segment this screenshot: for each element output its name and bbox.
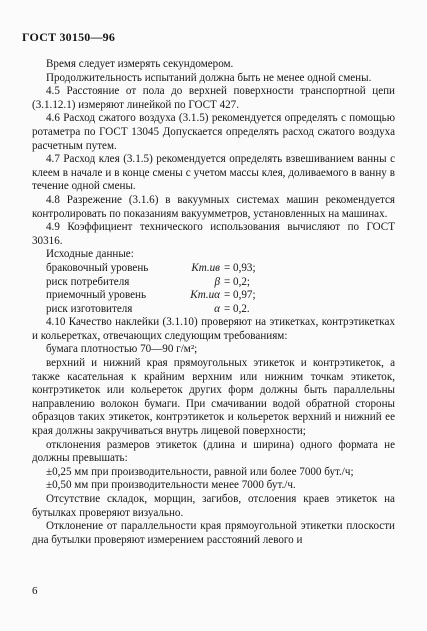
parameter-value: = 0,2. [224, 302, 250, 315]
paragraph: отклонения размеров этикеток (длина и ширина) одного формата не должны превышать: [32, 438, 395, 465]
standard-code-header: ГОСТ 30150—96 [22, 30, 116, 44]
parameter-value: = 0,93; [224, 261, 256, 274]
paragraph: Отклонение от параллельности края прямоугольной этикетки плоскости дна бутылки проверяют измерением расстояний левого и [32, 520, 395, 546]
parameter-row [32, 276, 395, 290]
clause-4-6: 4.6 Расход сжатого воздуха (3.1.5) рекомендуется определять с помощью ротаметра по ГОСТ 13045 Допускается определять расход сжатого воздуха расчетным путем. [32, 112, 395, 152]
parameter-name: приемочный уровень [46, 289, 147, 302]
clause-4-9: 4.9 Коэффициент технического использования вычисляют по ГОСТ 30316. [32, 221, 395, 247]
tolerance-item: ±0,50 мм при производительности менее 7000 бут./ч. [46, 479, 296, 492]
parameter-symbol: Kт.ив [191, 261, 220, 274]
parameter-name: риск потребителя [46, 275, 130, 288]
parameters-list [32, 262, 395, 316]
parameter-value: = 0,97; [224, 289, 256, 302]
paragraph: верхний и нижний края прямоугольных этикеток и контрэтикеток, а также касательная к крайним верхним или нижним точкам этикеток, контрэтикеток или кольереток других форм должны быть параллельны направлению волокон бумаги. При смачивании водой обратной стороны образцов таких этикеток, контрэтикеток и кольереток верхний и нижний ее края должны закручиваться внутрь лицевой поверхности; [32, 357, 395, 438]
parameter-name: риск изготовителя [46, 302, 133, 315]
paragraph: бумага плотностью 70—90 г/м²; [46, 343, 198, 356]
parameter-symbol: β [214, 275, 220, 288]
paragraph: Отсутствие складок, морщин, загибов, отслоения краев этикеток на бутылках проверяют визуально. [32, 493, 395, 519]
parameter-symbol: Kт.иα [190, 289, 220, 302]
parameter-row [32, 303, 395, 317]
parameter-symbol: α [214, 302, 220, 315]
parameter-name: браковочный уровень [46, 261, 149, 274]
parameter-row [32, 289, 395, 303]
page-number: 6 [32, 585, 38, 597]
initial-data-heading: Исходные данные: [46, 248, 134, 261]
clause-4-10: 4.10 Качество наклейки (3.1.10) проверяют на этикетках, контрэтикетках и кольеретках, отвечающих следующим требованиям: [32, 316, 395, 342]
paragraph: Время следует измерять секундомером. [46, 58, 234, 70]
parameter-row [32, 262, 395, 276]
clause-4-8: 4.8 Разрежение (3.1.6) в вакуумных системах машин рекомендуется контролировать по показаниям вакуумметров, установленных на машинах. [32, 193, 395, 220]
tolerance-item: ±0,25 мм при производительности, равной или более 7000 бут./ч; [46, 465, 354, 478]
parameter-value: = 0,2; [224, 275, 250, 288]
document-body [32, 58, 395, 547]
clause-4-5: 4.5 Расстояние от пола до верхней поверхности транспортной цепи (3.1.12.1) измеряют линейкой по ГОСТ 427. [32, 85, 395, 111]
paragraph: Продолжительность испытаний должна быть не менее одной смены. [46, 71, 372, 84]
clause-4-7: 4.7 Расход клея (3.1.5) рекомендуется определять взвешиванием ванны с клеем в начале и в конце смены с учетом массы клея, доливаемого в ванну в течение одной смены. [32, 153, 395, 193]
